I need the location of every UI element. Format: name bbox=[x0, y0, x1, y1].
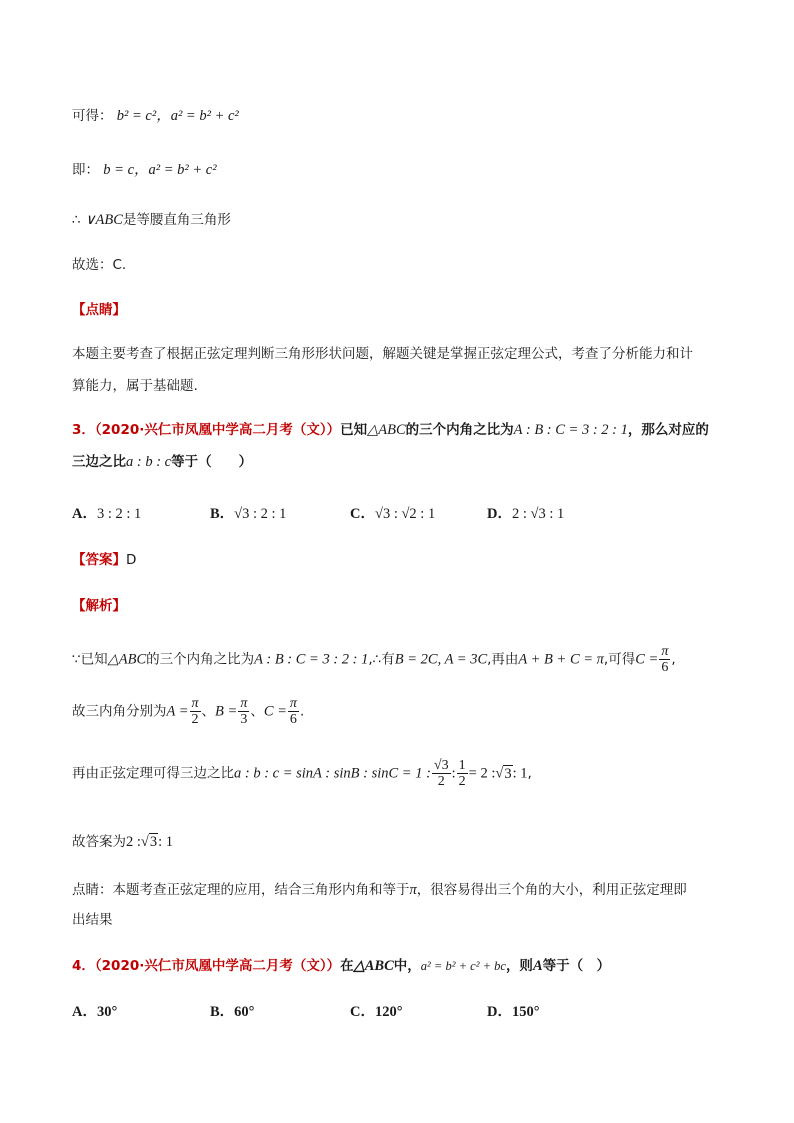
q3-number: 3． bbox=[72, 422, 95, 438]
q3-source: （2020·兴仁市凤凰中学高二月考（文）） bbox=[94, 422, 341, 438]
fraction: $\frac{√3}{2}$ bbox=[433, 758, 449, 789]
square-root: √3 bbox=[140, 834, 158, 850]
fraction: $\frac{\pi}{6}$ bbox=[289, 696, 297, 727]
q3-option-b[interactable]: B．√3 : 2 : 1 bbox=[210, 506, 287, 522]
math-expression: b = c，a² = b² + c² bbox=[103, 162, 217, 178]
answer-label: 【答案】 bbox=[72, 552, 126, 568]
q4-source: （2020·兴仁市凤凰中学高二月考（文）） bbox=[94, 958, 341, 974]
solution-line-2: 即： b = c，a² = b² + c² bbox=[72, 162, 217, 178]
q3-analysis-line-3: 再由正弦定理可得三边之比a : b : c = sinA : sinB : sinC = 1 : $\frac{√3}{2}$ : $\frac{1}{2}$ = 2 :√3: 1, bbox=[72, 758, 532, 789]
q3-stem-line-2: 三边之比a : b : c等于（ ） bbox=[72, 454, 253, 470]
q3-tip-line-2: 出结果 bbox=[72, 912, 113, 928]
answer-value: D bbox=[126, 552, 137, 568]
tip-text-line-2: 算能力，属于基础题. bbox=[72, 378, 198, 394]
q3-option-a[interactable]: A．3 : 2 : 1 bbox=[72, 506, 142, 522]
q3-option-d[interactable]: D．2 : √3 : 1 bbox=[487, 506, 565, 522]
tip-label: 【点睛】 bbox=[72, 302, 126, 318]
fraction: $\frac{1}{2}$ bbox=[458, 758, 466, 789]
fraction: $\frac{\pi}{6}$ bbox=[661, 644, 669, 675]
q4-option-c[interactable]: C．120° bbox=[350, 1004, 403, 1020]
solution-line-3: ∴ ∨ABC是等腰直角三角形 bbox=[72, 212, 231, 228]
fraction: $\frac{\pi}{3}$ bbox=[240, 696, 248, 727]
q3-analysis-line-4: 故答案为2 :√3: 1 bbox=[72, 834, 174, 850]
fraction: $\frac{\pi}{2}$ bbox=[191, 696, 199, 727]
q4-option-d[interactable]: D．150° bbox=[487, 1004, 540, 1020]
q4-option-a[interactable]: A．30° bbox=[72, 1004, 118, 1020]
solution-line-1: 可得： b² = c²，a² = b² + c² bbox=[72, 108, 239, 124]
q4-stem: 4．（2020·兴仁市凤凰中学高二月考（文））在△ABC中，a² = b² + c² + bc，则A等于（ ） bbox=[72, 958, 611, 974]
q4-option-b[interactable]: B．60° bbox=[210, 1004, 255, 1020]
solution-line-4: 故选：C. bbox=[72, 257, 127, 273]
q4-number: 4． bbox=[72, 958, 95, 974]
triangle-symbol: ∨ABC bbox=[84, 212, 123, 228]
tip-text-line-1: 本题主要考查了根据正弦定理判断三角形形状问题，解题关键是掌握正弦定理公式，考查了分析能力和计 bbox=[72, 346, 693, 362]
q3-tip-line-1: 点睛：本题考查正弦定理的应用，结合三角形内角和等于π，很容易得出三个角的大小，利用正弦定理即 bbox=[72, 882, 687, 898]
q3-analysis-line-1: ∵已知△ABC的三个内角之比为A : B : C = 3 : 2 : 1,∴有B = 2C, A = 3C,再由A + B + C = π,可得C = $\frac{\pi}{6}$ , bbox=[72, 644, 676, 675]
q3-answer bbox=[72, 550, 734, 570]
q3-analysis-label: 【解析】 bbox=[72, 598, 126, 614]
q3-analysis-line-2: 故三内角分别为A = $\frac{\pi}{2}$ 、B = $\frac{\pi}{3}$ 、C = $\frac{\pi}{6}$ . bbox=[72, 696, 305, 727]
q3-option-c[interactable]: C．√3 : √2 : 1 bbox=[350, 506, 436, 522]
math-expression: b² = c²，a² = b² + c² bbox=[116, 108, 239, 124]
q3-stem-line-1: 3．（2020·兴仁市凤凰中学高二月考（文））已知△ABC的三个内角之比为A : B : C = 3 : 2 : 1，那么对应的 bbox=[72, 422, 709, 438]
square-root: √3 bbox=[495, 765, 512, 782]
